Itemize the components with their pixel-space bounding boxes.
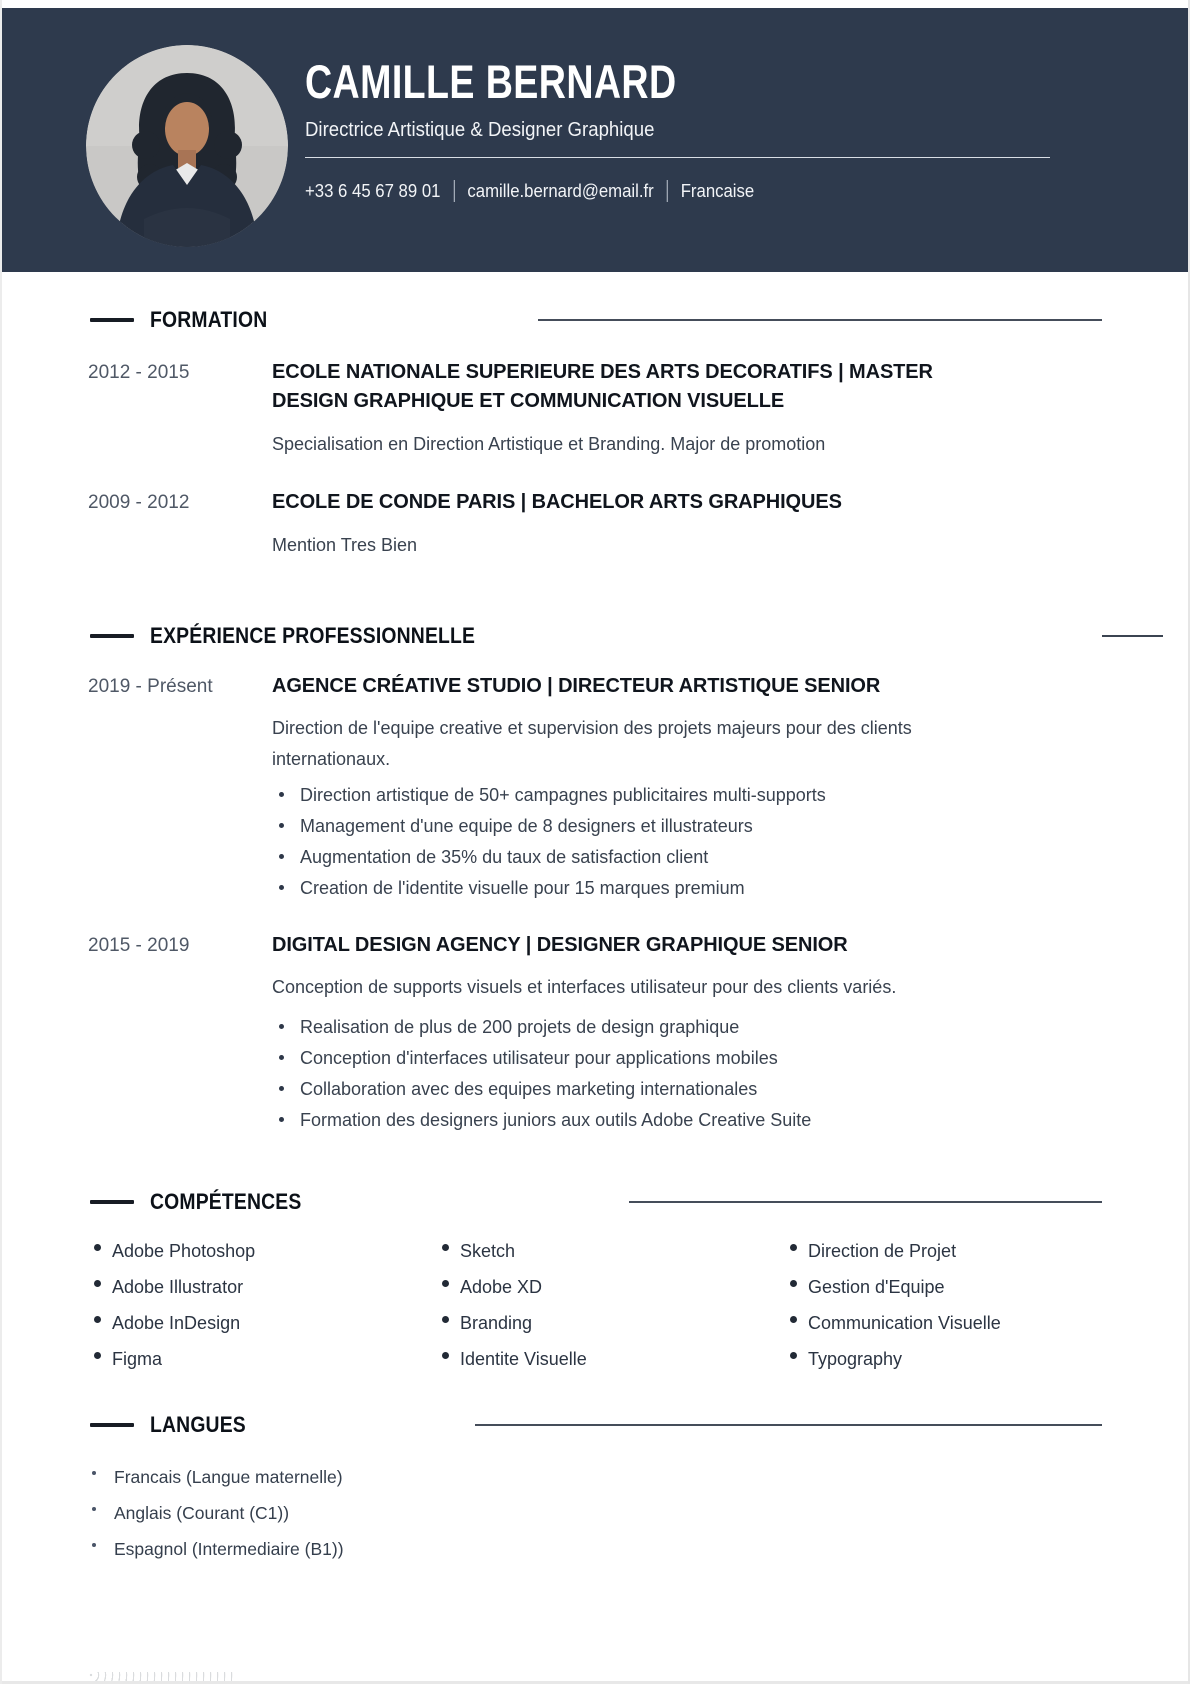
achievement-item <box>272 874 1102 905</box>
section-title-experience: EXPÉRIENCE PROFESSIONNELLE <box>150 623 476 648</box>
bullet-icon <box>94 1280 101 1287</box>
entry-dates: 2012 - 2015 <box>88 362 190 383</box>
contact-separator <box>453 180 454 202</box>
language-label: Anglais (Courant (C1)) <box>114 1502 290 1523</box>
skill-item <box>88 1305 436 1341</box>
bullet-icon <box>92 1507 96 1511</box>
skill-item <box>784 1269 1102 1305</box>
section-title-competences: COMPÉTENCES <box>150 1189 302 1214</box>
skills-column <box>784 1233 1102 1377</box>
skill-label: Adobe Photoshop <box>112 1240 256 1261</box>
skill-label: Branding <box>460 1312 533 1333</box>
bullet-icon <box>442 1244 449 1251</box>
skill-label: Figma <box>112 1348 163 1369</box>
entry-title: DIGITAL DESIGN AGENCY | DESIGNER GRAPHIQUE SENIOR <box>272 934 848 956</box>
profile-photo <box>86 45 288 247</box>
entry-dates: 2019 - Présent <box>88 676 213 697</box>
entry-description: Mention Tres Bien <box>272 535 418 555</box>
formation-entry <box>88 358 1102 458</box>
skill-item <box>436 1269 784 1305</box>
cv-body <box>2 308 1188 1567</box>
header-text-block <box>305 8 1065 204</box>
person-name: CAMILLE BERNARD <box>305 55 677 108</box>
bullet-icon <box>790 1280 797 1287</box>
bullet-icon <box>279 1086 284 1091</box>
skill-item <box>784 1233 1102 1269</box>
section-rule <box>538 319 1102 321</box>
bullet-icon <box>279 1055 284 1060</box>
bullet-icon <box>94 1244 101 1251</box>
contact-line <box>305 178 1012 204</box>
bullet-icon <box>790 1244 797 1251</box>
entry-description: Direction de l'equipe creative et supervision des projets majeurs pour des clients internationaux. <box>272 718 912 769</box>
experience-entry <box>88 672 1102 905</box>
section-rule <box>629 1201 1102 1203</box>
achievement-list <box>272 781 1102 905</box>
bullet-icon <box>279 823 284 828</box>
bullet-icon <box>94 1316 101 1323</box>
section-rule <box>475 1424 1102 1426</box>
skill-item <box>784 1305 1102 1341</box>
portrait-illustration <box>86 45 288 247</box>
section-header-experience <box>88 624 1102 648</box>
achievement-item <box>272 843 1102 874</box>
bullet-icon <box>279 792 284 797</box>
skill-label: Identite Visuelle <box>460 1348 587 1369</box>
entry-title: AGENCE CRÉATIVE STUDIO | DIRECTEUR ARTISTIQUE SENIOR <box>272 675 881 697</box>
contact-separator <box>667 180 668 202</box>
bullet-icon <box>790 1316 797 1323</box>
achievement-item <box>272 812 1102 843</box>
nationality: Francaise <box>680 181 755 201</box>
language-label: Espagnol (Intermediaire (B1)) <box>114 1538 344 1559</box>
experience-entry <box>88 931 1102 1137</box>
skills-grid <box>88 1233 1102 1377</box>
entry-main <box>272 931 1102 1137</box>
skills-column <box>88 1233 436 1377</box>
entry-title: ECOLE DE CONDE PARIS | BACHELOR ARTS GRAPHIQUES <box>272 491 842 513</box>
section-header-formation <box>88 308 1102 332</box>
achievement-text: Management d'une equipe de 8 designers et illustrateurs <box>300 816 753 836</box>
skill-label: Typography <box>808 1348 903 1369</box>
skill-item <box>436 1341 784 1377</box>
achievement-text: Collaboration avec des equipes marketing internationales <box>300 1079 758 1099</box>
section-title-formation: FORMATION <box>150 307 268 332</box>
skill-label: Adobe Illustrator <box>112 1276 244 1297</box>
entry-description: Conception de supports visuels et interfaces utilisateur pour des clients variés. <box>272 977 897 997</box>
language-label: Francais (Langue maternelle) <box>114 1466 343 1487</box>
achievement-item <box>272 781 1102 812</box>
entry-main <box>272 358 1102 458</box>
skill-label: Sketch <box>460 1240 516 1261</box>
bullet-icon <box>279 854 284 859</box>
section-title-langues: LANGUES <box>150 1412 246 1437</box>
entry-main <box>272 672 1102 905</box>
skill-label: Adobe InDesign <box>112 1312 241 1333</box>
achievement-item <box>272 1075 1102 1106</box>
bullet-icon <box>790 1352 797 1359</box>
skill-item <box>784 1341 1102 1377</box>
achievement-item <box>272 1044 1102 1075</box>
section-header-langues <box>88 1413 1102 1437</box>
achievement-text: Augmentation de 35% du taux de satisfaction client <box>300 847 709 867</box>
skill-item <box>88 1341 436 1377</box>
skill-label: Adobe XD <box>460 1276 543 1297</box>
skill-label: Gestion d'Equipe <box>808 1276 945 1297</box>
section-dash-icon <box>90 1200 134 1204</box>
section-rule <box>1102 635 1163 637</box>
formation-entry <box>88 488 1102 559</box>
job-title: Directrice Artistique & Designer Graphique <box>305 119 655 141</box>
section-dash-icon <box>90 1423 134 1427</box>
achievement-text: Realisation de plus de 200 projets de design graphique <box>300 1017 740 1037</box>
achievement-text: Creation de l'identite visuelle pour 15 marques premium <box>300 878 745 898</box>
email-address: camille.bernard@email.fr <box>467 181 654 201</box>
bullet-icon <box>279 1024 284 1029</box>
achievement-text: Conception d'interfaces utilisateur pour applications mobiles <box>300 1048 778 1068</box>
skill-item <box>88 1269 436 1305</box>
bullet-icon <box>94 1352 101 1359</box>
phone-number: +33 6 45 67 89 01 <box>305 181 441 201</box>
bullet-icon <box>92 1543 96 1547</box>
entry-dates: 2015 - 2019 <box>88 935 190 956</box>
entry-main <box>272 488 1102 559</box>
bullet-icon <box>279 885 284 890</box>
skill-label: Direction de Projet <box>808 1240 957 1261</box>
languages-list <box>88 1459 1102 1567</box>
bullet-icon <box>442 1352 449 1359</box>
entry-title: ECOLE NATIONALE SUPERIEURE DES ARTS DECORATIFS | MASTER DESIGN GRAPHIQUE ET COMMUNICATION VISUELLE <box>272 361 933 412</box>
cv-header <box>2 8 1188 272</box>
achievement-text: Direction artistique de 50+ campagnes publicitaires multi-supports <box>300 785 826 805</box>
language-item <box>88 1531 1102 1567</box>
bullet-icon <box>92 1471 96 1475</box>
skill-item <box>436 1233 784 1269</box>
achievement-list <box>272 1013 1102 1137</box>
achievement-item <box>272 1013 1102 1044</box>
header-divider <box>305 157 1050 158</box>
section-header-competences <box>88 1190 1102 1214</box>
bullet-icon <box>442 1280 449 1287</box>
skill-item <box>436 1305 784 1341</box>
entry-description: Specialisation en Direction Artistique et Branding. Major de promotion <box>272 434 826 454</box>
skill-item <box>88 1233 436 1269</box>
language-item <box>88 1459 1102 1495</box>
skill-label: Communication Visuelle <box>808 1312 1001 1333</box>
section-dash-icon <box>90 318 134 322</box>
language-item <box>88 1495 1102 1531</box>
bullet-icon <box>279 1117 284 1122</box>
achievement-text: Formation des designers juniors aux outils Adobe Creative Suite <box>300 1110 812 1130</box>
section-dash-icon <box>90 634 134 638</box>
entry-dates: 2009 - 2012 <box>88 492 190 513</box>
skills-column <box>436 1233 784 1377</box>
bullet-icon <box>442 1316 449 1323</box>
achievement-item <box>272 1106 1102 1137</box>
